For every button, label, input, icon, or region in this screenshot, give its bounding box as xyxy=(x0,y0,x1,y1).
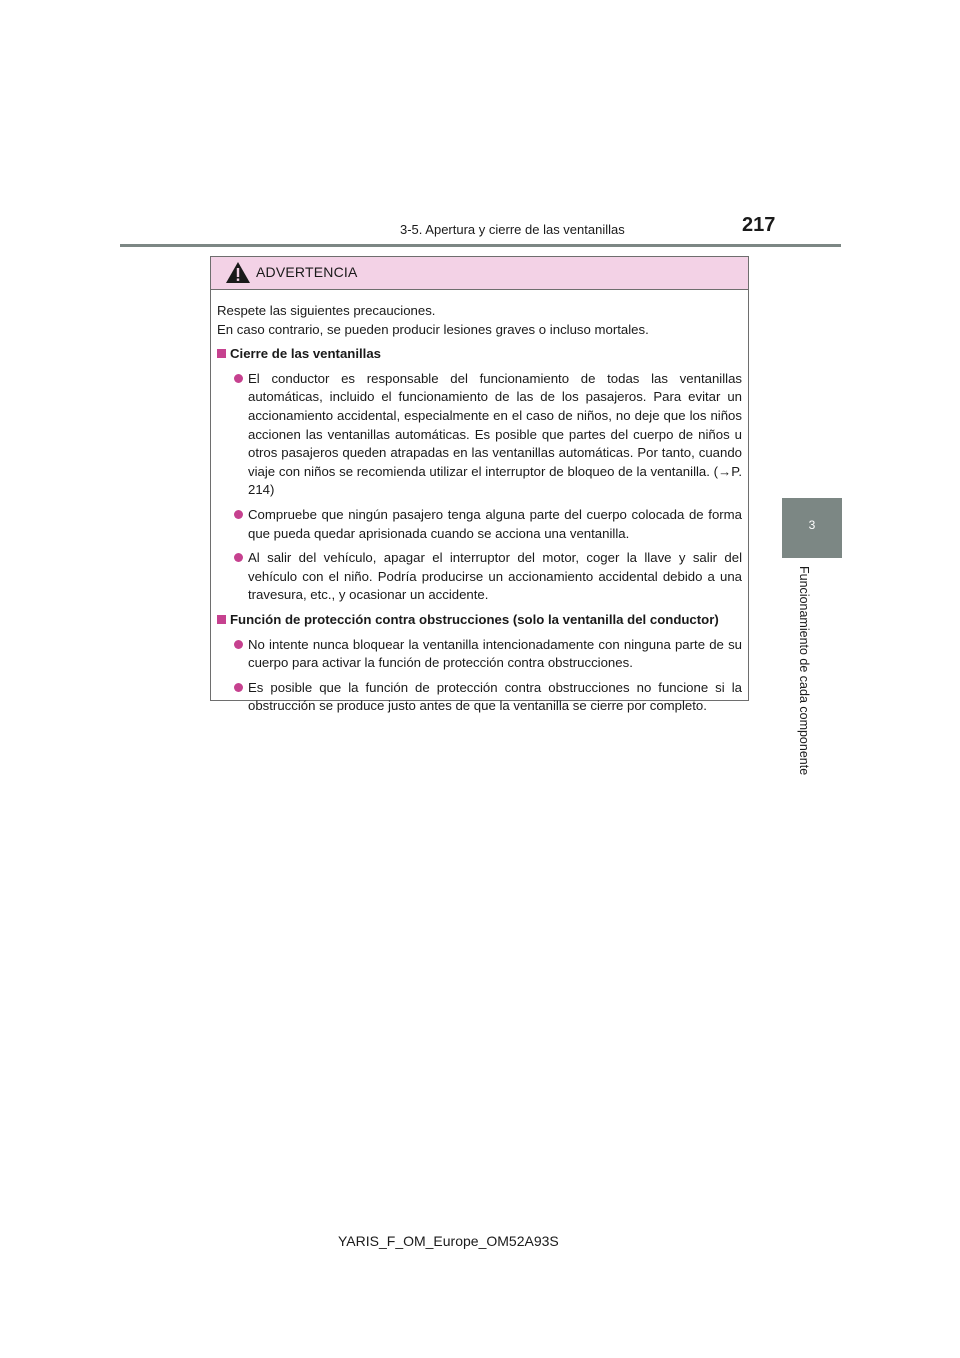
section-heading-text: Función de protección contra obstrucciones (solo la ventanilla del conductor) xyxy=(230,611,719,627)
list-item xyxy=(234,506,742,543)
section-heading-text: Cierre de las ventanillas xyxy=(230,346,381,362)
section-heading xyxy=(217,611,742,630)
warning-box xyxy=(210,256,749,714)
round-bullet xyxy=(234,636,248,673)
round-bullet xyxy=(234,370,248,500)
section-heading xyxy=(217,345,742,364)
warning-header xyxy=(211,257,748,290)
warning-body xyxy=(211,290,748,716)
footer-doc-code: YARIS_F_OM_Europe_OM52A93S xyxy=(338,1233,559,1249)
warning-intro xyxy=(217,302,742,339)
round-bullet xyxy=(234,506,248,543)
chapter-number: 3 xyxy=(808,518,816,532)
warning-title: ADVERTENCIA xyxy=(256,264,358,280)
square-bullet xyxy=(217,345,230,364)
list-item-text: Es posible que la función de protección contra obstrucciones no funcione si la obstrucción se produce justo antes de que la ventanilla se cierre por completo. xyxy=(248,679,742,714)
intro-line: Respete las siguientes precauciones. xyxy=(217,303,436,318)
round-bullet xyxy=(234,549,248,605)
list-item xyxy=(234,549,742,605)
warning-triangle-icon xyxy=(225,261,251,284)
list-item-text: Compruebe que ningún pasajero tenga alguna parte del cuerpo colocada de forma que pueda quedar aprisionada cuando se acciona una ventanilla. xyxy=(248,506,742,541)
list-item-text: No intente nunca bloquear la ventanilla intencionadamente con ninguna parte de su cuerpo para activar la función de protección contra obstrucciones. xyxy=(248,636,742,671)
chapter-title-vertical: Funcionamiento de cada componente xyxy=(797,566,811,776)
intro-line: En caso contrario, se pueden producir lesiones graves o incluso mortales. xyxy=(217,321,649,337)
round-bullet xyxy=(234,679,248,716)
running-header-section: 3-5. Apertura y cierre de las ventanillas xyxy=(400,222,625,237)
square-bullet xyxy=(217,611,230,630)
list-item-text: El conductor es responsable del funcionamiento de todas las ventanillas automáticas, incluido el funcionamiento de las de los pasajeros. Para evitar un accionamiento accidental, especialmente en el caso de niños, no deje que los niños accionen las ventanillas automáticas. Es posible que partes del cuerpo de niños u otros pasajeros queden atrapadas en las ventanillas automáticas. Por tanto, cuando viaje con niños se recomienda utilizar el interruptor de bloqueo de la ventanilla. (→P. 214) xyxy=(248,370,742,498)
list-item xyxy=(234,370,742,500)
list-item xyxy=(234,679,742,716)
page-number: 217 xyxy=(742,214,776,236)
list-item-text: Al salir del vehículo, apagar el interruptor del motor, coger la llave y salir del vehículo con el niño. Podría producirse un accionamiento accidental debido a una travesura, etc., y ocasionar un accidente. xyxy=(248,550,742,603)
chapter-tab xyxy=(782,498,842,558)
list-item xyxy=(234,636,742,673)
header-rule xyxy=(120,244,841,247)
